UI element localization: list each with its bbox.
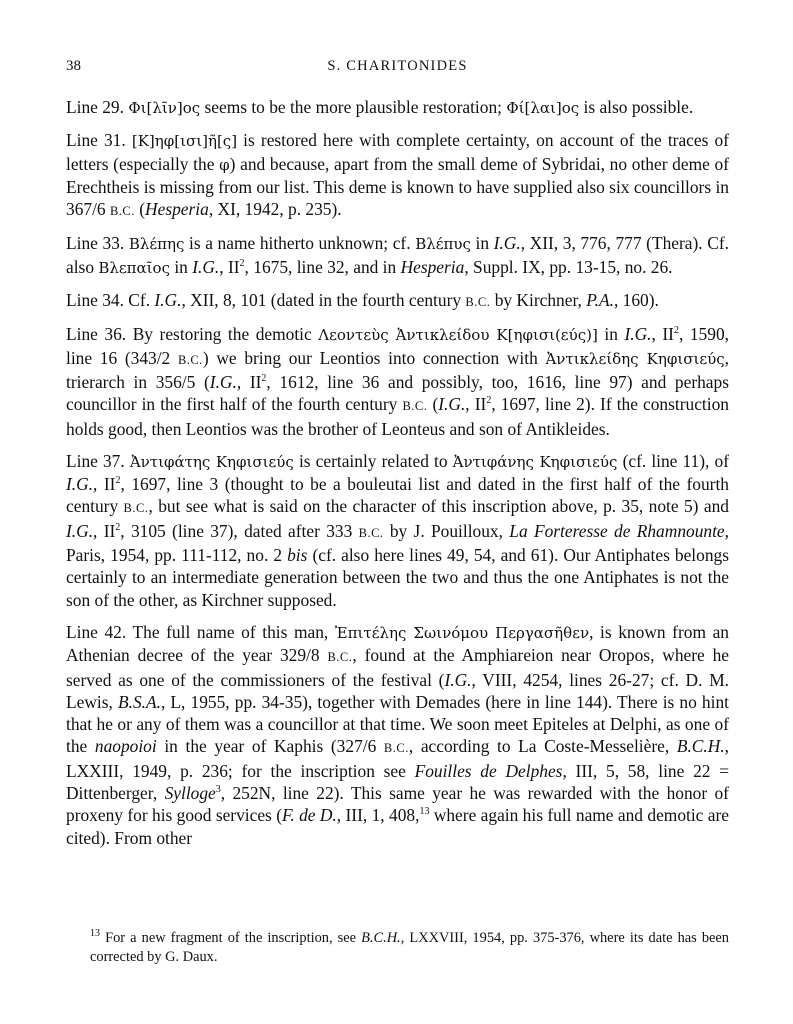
superscript: 3 [215,784,221,796]
citation-title: Sylloge [164,783,216,804]
greek-text: Φί[λαι]ος [506,99,580,117]
citation-title: I.G. [154,290,182,311]
footnote-reference[interactable]: 13 [419,806,430,818]
greek-text: [Κ]ηφ[ισι]ῆ[ς] [131,132,238,151]
citation-title: B.C.H. [361,930,401,946]
small-caps-date: B.C. [358,525,384,540]
greek-text: Βλεπαῖος [98,258,170,277]
citation-title: I.G. [66,520,94,541]
superscript: 2 [673,325,679,337]
superscript: 2 [115,475,121,487]
small-caps-date: B.C. [327,650,353,665]
greek-text: Βλέπης [128,235,185,254]
citation-title: La Forteresse de Rhamnounte [509,520,725,541]
small-caps-date: B.C. [465,295,491,310]
note-line-37: Line 37. Ἀντιφάτης Κηφισιεύς is certainly related to Ἀντιφάνης Κηφισιεύς (cf. line 11), of I.G., $II^2$, 1697, line 3 (thought to be a bouleutai list and dated in the first half of the fourth century B.C., but see what is said on the character of this inscription above, p. 35, note 5) and I.G., $II^2$, 3105 (line 37), dated after 333 B.C. by J. Pouilloux, La Forteresse de Rhamnounte, Paris, 1954, pp. 111-112, no. 2 bis (cf. also here lines 49, 54, and 61). Our Antiphates belongs certainly to an intermediate generation between the two and thus the one Antiphates is not the son of the other, as Kirchner supposed. [66,450,730,610]
citation-title: I.G. [493,233,521,254]
citation-title: I.G. [192,256,220,277]
note-line-36: Line 36. By restoring the demotic Λεοντεὺς Ἀντικλείδου Κ[ηφισι(εύς)] in I.G., $II^2$, 1590, line 16 (343/2 B.C.) we bring our Leontios into connection with Ἀντικλείδης Κηφισιεύς, trierarch in 356/5 (I.G., $II^2$, 1612, line 36 and possibly, too, 1616, line 97) and perhaps councillor in the first half of the fourth century B.C. (I.G., $II^2$, 1697, line 2). If the construction holds good, then Leontios was the brother of Leonteus and son of Antikleides. [66,324,729,439]
greek-text: Βλέπυς [415,235,471,254]
italic-word: naopoioi [94,736,157,757]
greek-text: Ἀντικλείδης Κηφισιεύς [545,349,725,368]
greek-text: Λεοντεὺς Ἀντικλείδου Κ[ηφισι(εύς)] [318,326,598,345]
small-caps-date: B.C. [123,501,149,516]
superscript: 2 [486,395,492,407]
citation-title: I.G. [444,669,472,690]
superscript: 2 [239,257,245,269]
citation-title: Hesperia [145,199,209,220]
citation-title: Hesperia [400,256,465,277]
citation-title: B.C.H. [676,736,725,757]
greek-text: Ἀντιφάνης Κηφισιεύς [452,452,618,471]
small-caps-date: B.C. [177,352,203,367]
citation-title: I.G. [624,324,652,345]
small-caps-date: B.C. [109,204,135,219]
citation-title: P.A. [586,290,614,311]
greek-text: Φι[λῖν]ος [128,99,201,117]
footnote-marker: 13 [90,928,100,940]
greek-text: Ἐπιτέλης Σωινόμου Περγασῆθεν [334,623,590,642]
footnote-13: $^{13}$ For a new fragment of the inscription, see B.C.H., LXXVIII, 1954, pp. 375-376, where its date has been corrected by G. Daux. [90,928,729,965]
page-header [66,58,729,80]
superscript: 2 [115,521,121,533]
greek-text: Ἀντιφάτης Κηφισιεύς [129,452,294,471]
citation-title: I.G. [66,474,94,495]
italic-word: bis [287,545,308,566]
greek-text: φ [219,155,230,174]
citation-title: I.G. [209,371,237,392]
superscript: 2 [261,373,267,385]
page-number: 38 [66,58,81,74]
note-line-34: Line 34. Cf. I.G., XII, 8, 101 (dated in the fourth century B.C. by Kirchner, P.A., 160). [66,290,659,311]
footnote [66,929,729,967]
note-line-42: Line 42. The full name of this man, Ἐπιτέλης Σωινόμου Περγασῆθεν, is known from an Athenian decree of the year 329/8 B.C., found at the Amphiareion near Oropos, where he served as one of the commissioners of the festival (I.G., VIII, 4254, lines 26-27; cf. D. M. Lewis, B.S.A., L, 1955, pp. 34-35), together with Demades (here in line 144). There is no hint that he or any of them was a councillor at that time. We soon meet Epiteles at Delphi, as one of the naopoioi in the year of Kaphis (327/6 B.C., according to La Coste-Messelière, B.C.H., LXXIII, 1949, p. 236; for the inscription see Fouilles de Delphes, III, 5, 58, line 22 = Dittenberger, Sylloge$^3$, 252N, line 22). This same year he was rewarded with the honor of proxeny for his good services (F. de D., III, 1, 408,13 where again his full name and demotic are cited). From other [66,621,730,848]
citation-title: I.G. [438,394,466,415]
running-head: S. CHARITONIDES [327,58,468,74]
citation-title: F. de D. [281,805,337,826]
citation-title: Fouilles de Delphes [414,760,563,781]
note-line-29: Line 29. Φι[λῖν]ος seems to be the more plausible restoration; Φί[λαι]ος is also possible. [66,97,694,117]
small-caps-date: B.C. [383,741,409,756]
note-line-33: Line 33. Βλέπης is a name hitherto unknown; cf. Βλέπυς in I.G., XII, 3, 776, 777 (Thera). Cf. also Βλεπαῖος in I.G., $II^2$, 1675, line 32, and in Hesperia, Suppl. IX, pp. 13-15, no. 26. [66,233,729,277]
body-text [66,96,729,849]
note-line-31: Line 31. [Κ]ηφ[ισι]ῆ[ς] is restored here with complete certainty, on account of the traces of letters (especially the φ) and because, apart from the small deme of Sybridai, no other deme of Erechtheis is missing from our list. This deme is known to have supplied also six councillors in 367/6 B.C. (Hesperia, XI, 1942, p. 235). [66,130,729,220]
small-caps-date: B.C. [402,399,428,414]
citation-title: B.S.A. [117,691,161,712]
